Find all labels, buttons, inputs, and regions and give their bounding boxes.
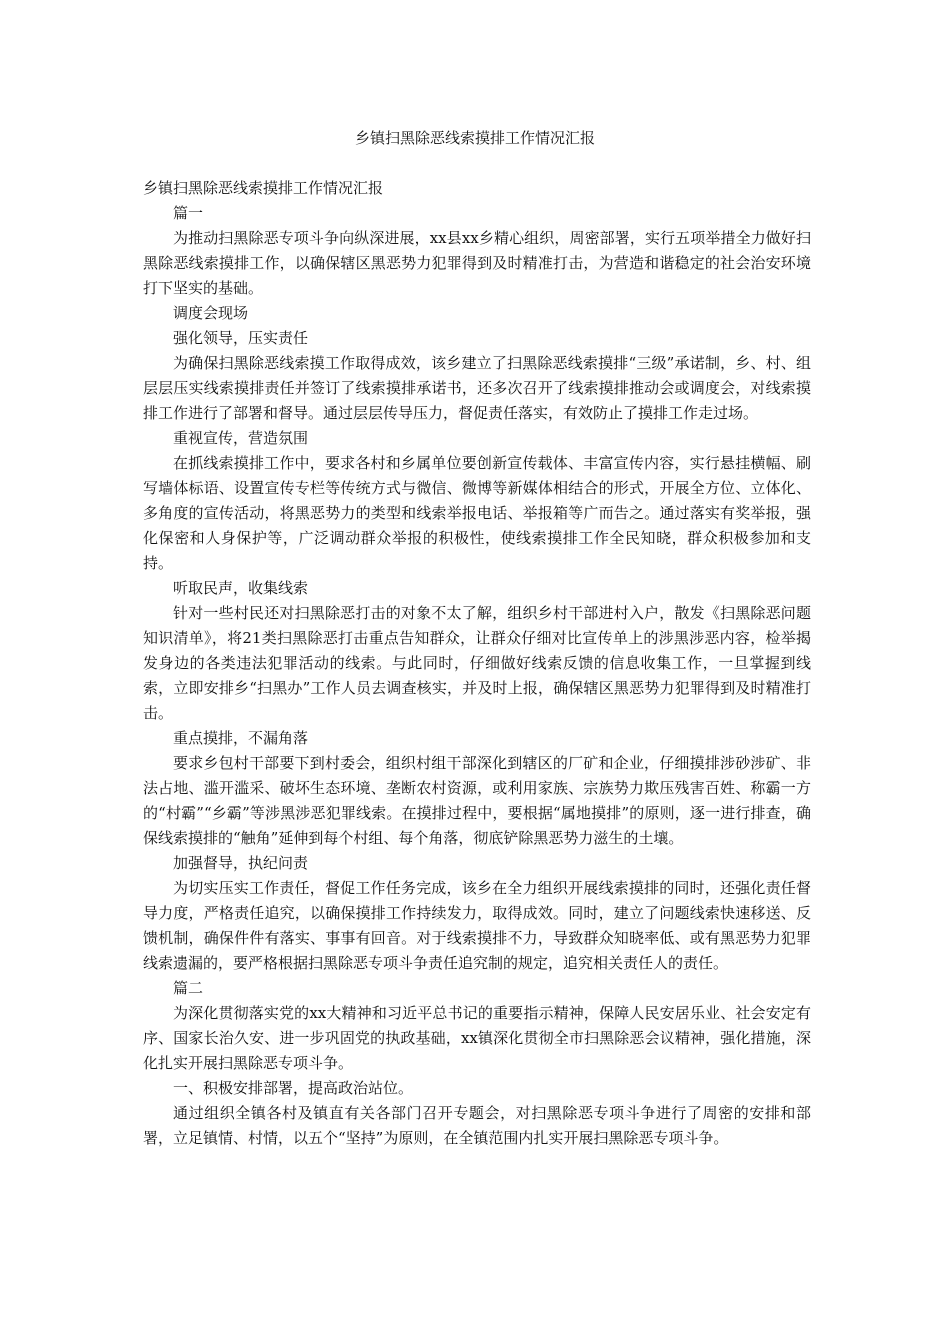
paragraph: 在抓线索摸排工作中，要求各村和乡属单位要创新宣传载体、丰富宣传内容，实行悬挂横幅、刷写墙体标语、设置宣传专栏等传统方式与微信、微博等新媒体相结合的形式，开展全方位、立体化、多角度的宣传活动，将黑恶势力的类型和线索举报电话、举报箱等广而告之。通过落实有奖举报，强化保密和人身保护等，广泛调动群众举报的积极性，使线索摸排工作全民知晓，群众积极参加和支持。	[143, 454, 811, 572]
paragraph: 为切实压实工作责任，督促工作任务完成，该乡在全力组织开展线索摸排的同时，还强化责任督导力度，严格责任追究，以确保摸排工作持续发力，取得成效。同时，建立了问题线索快速移送、反馈机制，确保件件有落实、事事有回音。对于线索摸排不力，导致群众知晓率低、或有黑恶势力犯罪线索遗漏的，要严格根据扫黑除恶专项斗争责任追究制的规定，追究相关责任人的责任。	[143, 879, 811, 972]
paragraph: 针对一些村民还对扫黑除恶打击的对象不太了解，组织乡村干部进村入户，散发《扫黑除恶问题知识清单》，将21类扫黑除恶打击重点告知群众，让群众仔细对比宣传单上的涉黑涉恶内容，检举揭发身边的各类违法犯罪活动的线索。与此同时，仔细做好线索反馈的信息收集工作，一旦掌握到线索，立即安排乡“扫黑办”工作人员去调查核实，并及时上报，确保辖区黑恶势力犯罪得到及时精准打击。	[143, 604, 811, 722]
paragraph: 为确保扫黑除恶线索摸工作取得成效，该乡建立了扫黑除恶线索摸排“三级”承诺制，乡、村、组层层压实线索摸排责任并签订了线索摸排承诺书，还多次召开了线索摸排推动会或调度会，对线索摸排工作进行了部署和督导。通过层层传导压力，督促责任落实，有效防止了摸排工作走过场。	[143, 354, 811, 422]
document-title: 乡镇扫黑除恶线索摸排工作情况汇报	[354, 129, 595, 147]
section-heading: 重视宣传，营造氛围	[173, 429, 309, 447]
section-heading: 强化领导，压实责任	[173, 329, 309, 347]
paragraph: 通过组织全镇各村及镇直有关各部门召开专题会，对扫黑除恶专项斗争进行了周密的安排和部署，立足镇情、村情，以五个“坚持”为原则，在全镇范围内扎实开展扫黑除恶专项斗争。	[143, 1104, 811, 1147]
section-heading: 加强督导，执纪问责	[173, 854, 309, 872]
section-heading: 篇一	[173, 204, 204, 222]
section-heading: 篇二	[173, 979, 204, 997]
paragraph: 为推动扫黑除恶专项斗争向纵深进展，xx县xx乡精心组织，周密部署，实行五项举措全力做好扫黑除恶线索摸排工作，以确保辖区黑恶势力犯罪得到及时精准打击，为营造和谐稳定的社会治安环境打下坚实的基础。	[143, 229, 811, 297]
paragraph: 为深化贯彻落实党的xx大精神和习近平总书记的重要指示精神，保障人民安居乐业、社会安定有序、国家长治久安、进一步巩固党的执政基础，xx镇深化贯彻全市扫黑除恶会议精神，强化措施，深化扎实开展扫黑除恶专项斗争。	[143, 1004, 811, 1072]
paragraph: 要求乡包村干部要下到村委会，组织村组干部深化到辖区的厂矿和企业，仔细摸排涉砂涉矿、非法占地、滥开滥采、破坏生态环境、垄断农村资源，或利用家族、宗族势力欺压残害百姓、称霸一方的“村霸”“乡霸”等涉黑涉恶犯罪线索。在摸排过程中，要根据“属地摸排”的原则，逐一进行排查，确保线索摸排的“触角”延伸到每个村组、每个角落，彻底铲除黑恶势力滋生的土壤。	[143, 754, 811, 847]
document-subtitle: 乡镇扫黑除恶线索摸排工作情况汇报	[143, 179, 384, 197]
section-heading: 调度会现场	[173, 304, 249, 322]
section-heading: 重点摸排，不漏角落	[173, 729, 309, 747]
section-heading: 一、积极安排部署，提高政治站位。	[173, 1079, 414, 1097]
section-heading: 听取民声，收集线索	[173, 579, 309, 597]
document-body	[143, 176, 811, 1151]
